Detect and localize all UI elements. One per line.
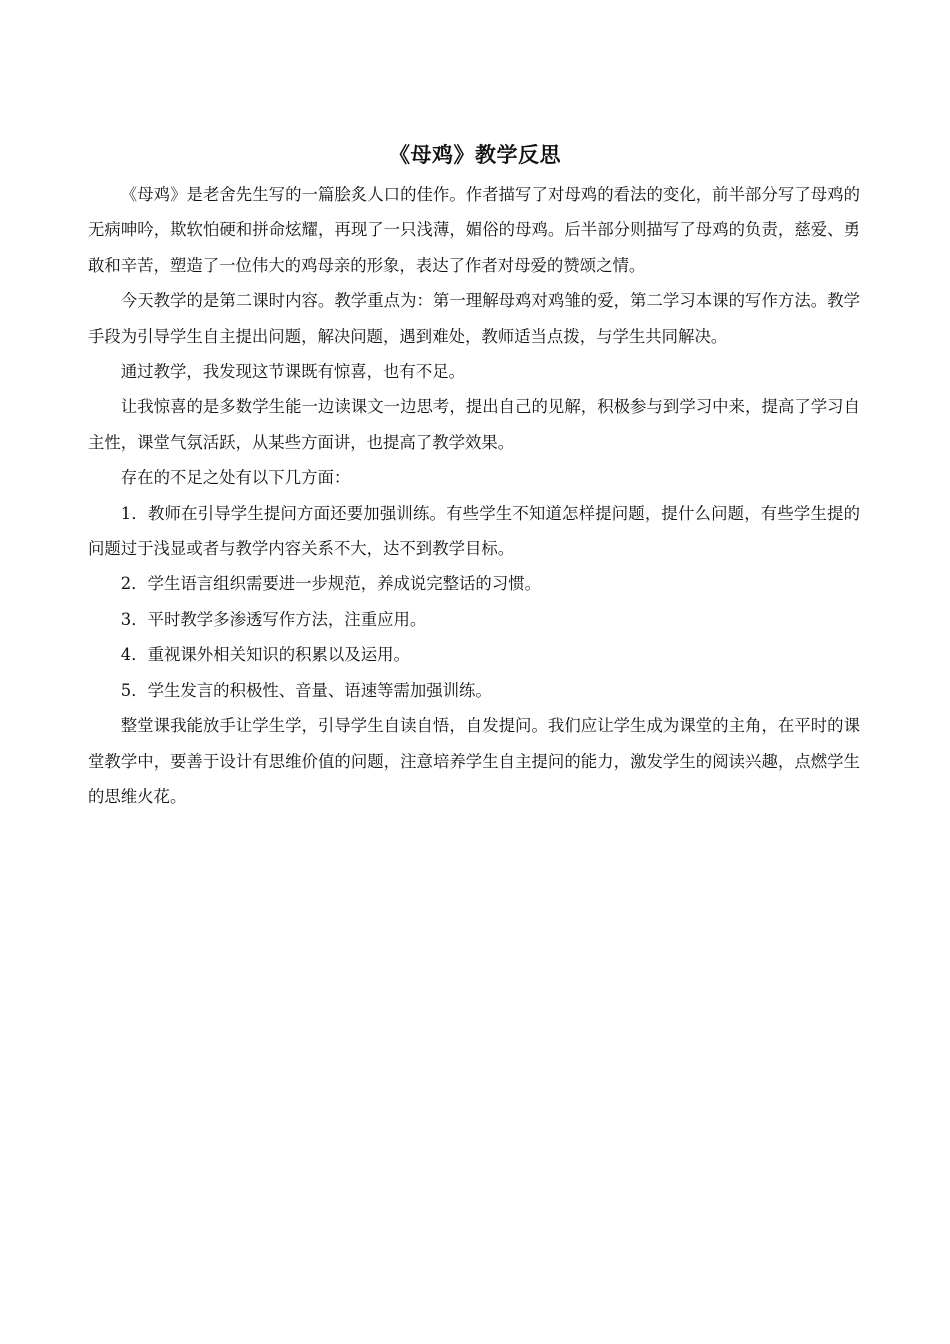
paragraph-shortcomings-intro: 存在的不足之处有以下几方面：: [120, 468, 351, 488]
shortcoming-item-1: 1．教师在引导学生提问方面还要加强训练。有些学生不知道怎样提问题，提什么问题，有些学生提的问题过于浅显或者与教学内容关系不大，达不到教学目标。: [88, 503, 860, 559]
paragraph-reflection-summary: 通过教学，我发现这节课既有惊喜，也有不足。: [120, 362, 465, 382]
shortcoming-item-4: 4．重视课外相关知识的积累以及运用。: [120, 645, 410, 665]
shortcoming-item-2: 2．学生语言组织需要进一步规范，养成说完整话的习惯。: [120, 574, 541, 594]
shortcoming-item-3: 3．平时教学多渗透写作方法，注重应用。: [120, 609, 427, 629]
paragraph-conclusion: 整堂课我能放手让学生学，引导学生自读自悟，自发提问。我们应让学生成为课堂的主角，在平时的课堂教学中，要善于设计有思维价值的问题，注意培养学生自主提问的能力，激发学生的阅读兴趣，点燃学生的思维火花。: [88, 716, 860, 806]
shortcoming-item-5: 5．学生发言的积极性、音量、语速等需加强训练。: [120, 680, 492, 700]
paragraph-lesson-focus: 今天教学的是第二课时内容。教学重点为：第一理解母鸡对鸡雏的爱，第二学习本课的写作方法。教学手段为引导学生自主提出问题，解决问题，遇到难处，教师适当点拨，与学生共同解决。: [88, 291, 860, 346]
document-title: 《母鸡》教学反思: [389, 142, 561, 168]
document-body: [88, 177, 860, 814]
paragraph-intro: 《母鸡》是老舍先生写的一篇脍炙人口的佳作。作者描写了对母鸡的看法的变化，前半部分写了母鸡的无病呻吟，欺软怕硬和拼命炫耀，再现了一只浅薄，媚俗的母鸡。后半部分则描写了母鸡的负责，慈爱、勇敢和辛苦，塑造了一位伟大的鸡母亲的形象，表达了作者对母爱的赞颂之情。: [88, 185, 860, 275]
paragraph-highlights: 让我惊喜的是多数学生能一边读课文一边思考，提出自己的见解，积极参与到学习中来，提高了学习自主性，课堂气氛活跃，从某些方面讲，也提高了教学效果。: [88, 397, 860, 452]
